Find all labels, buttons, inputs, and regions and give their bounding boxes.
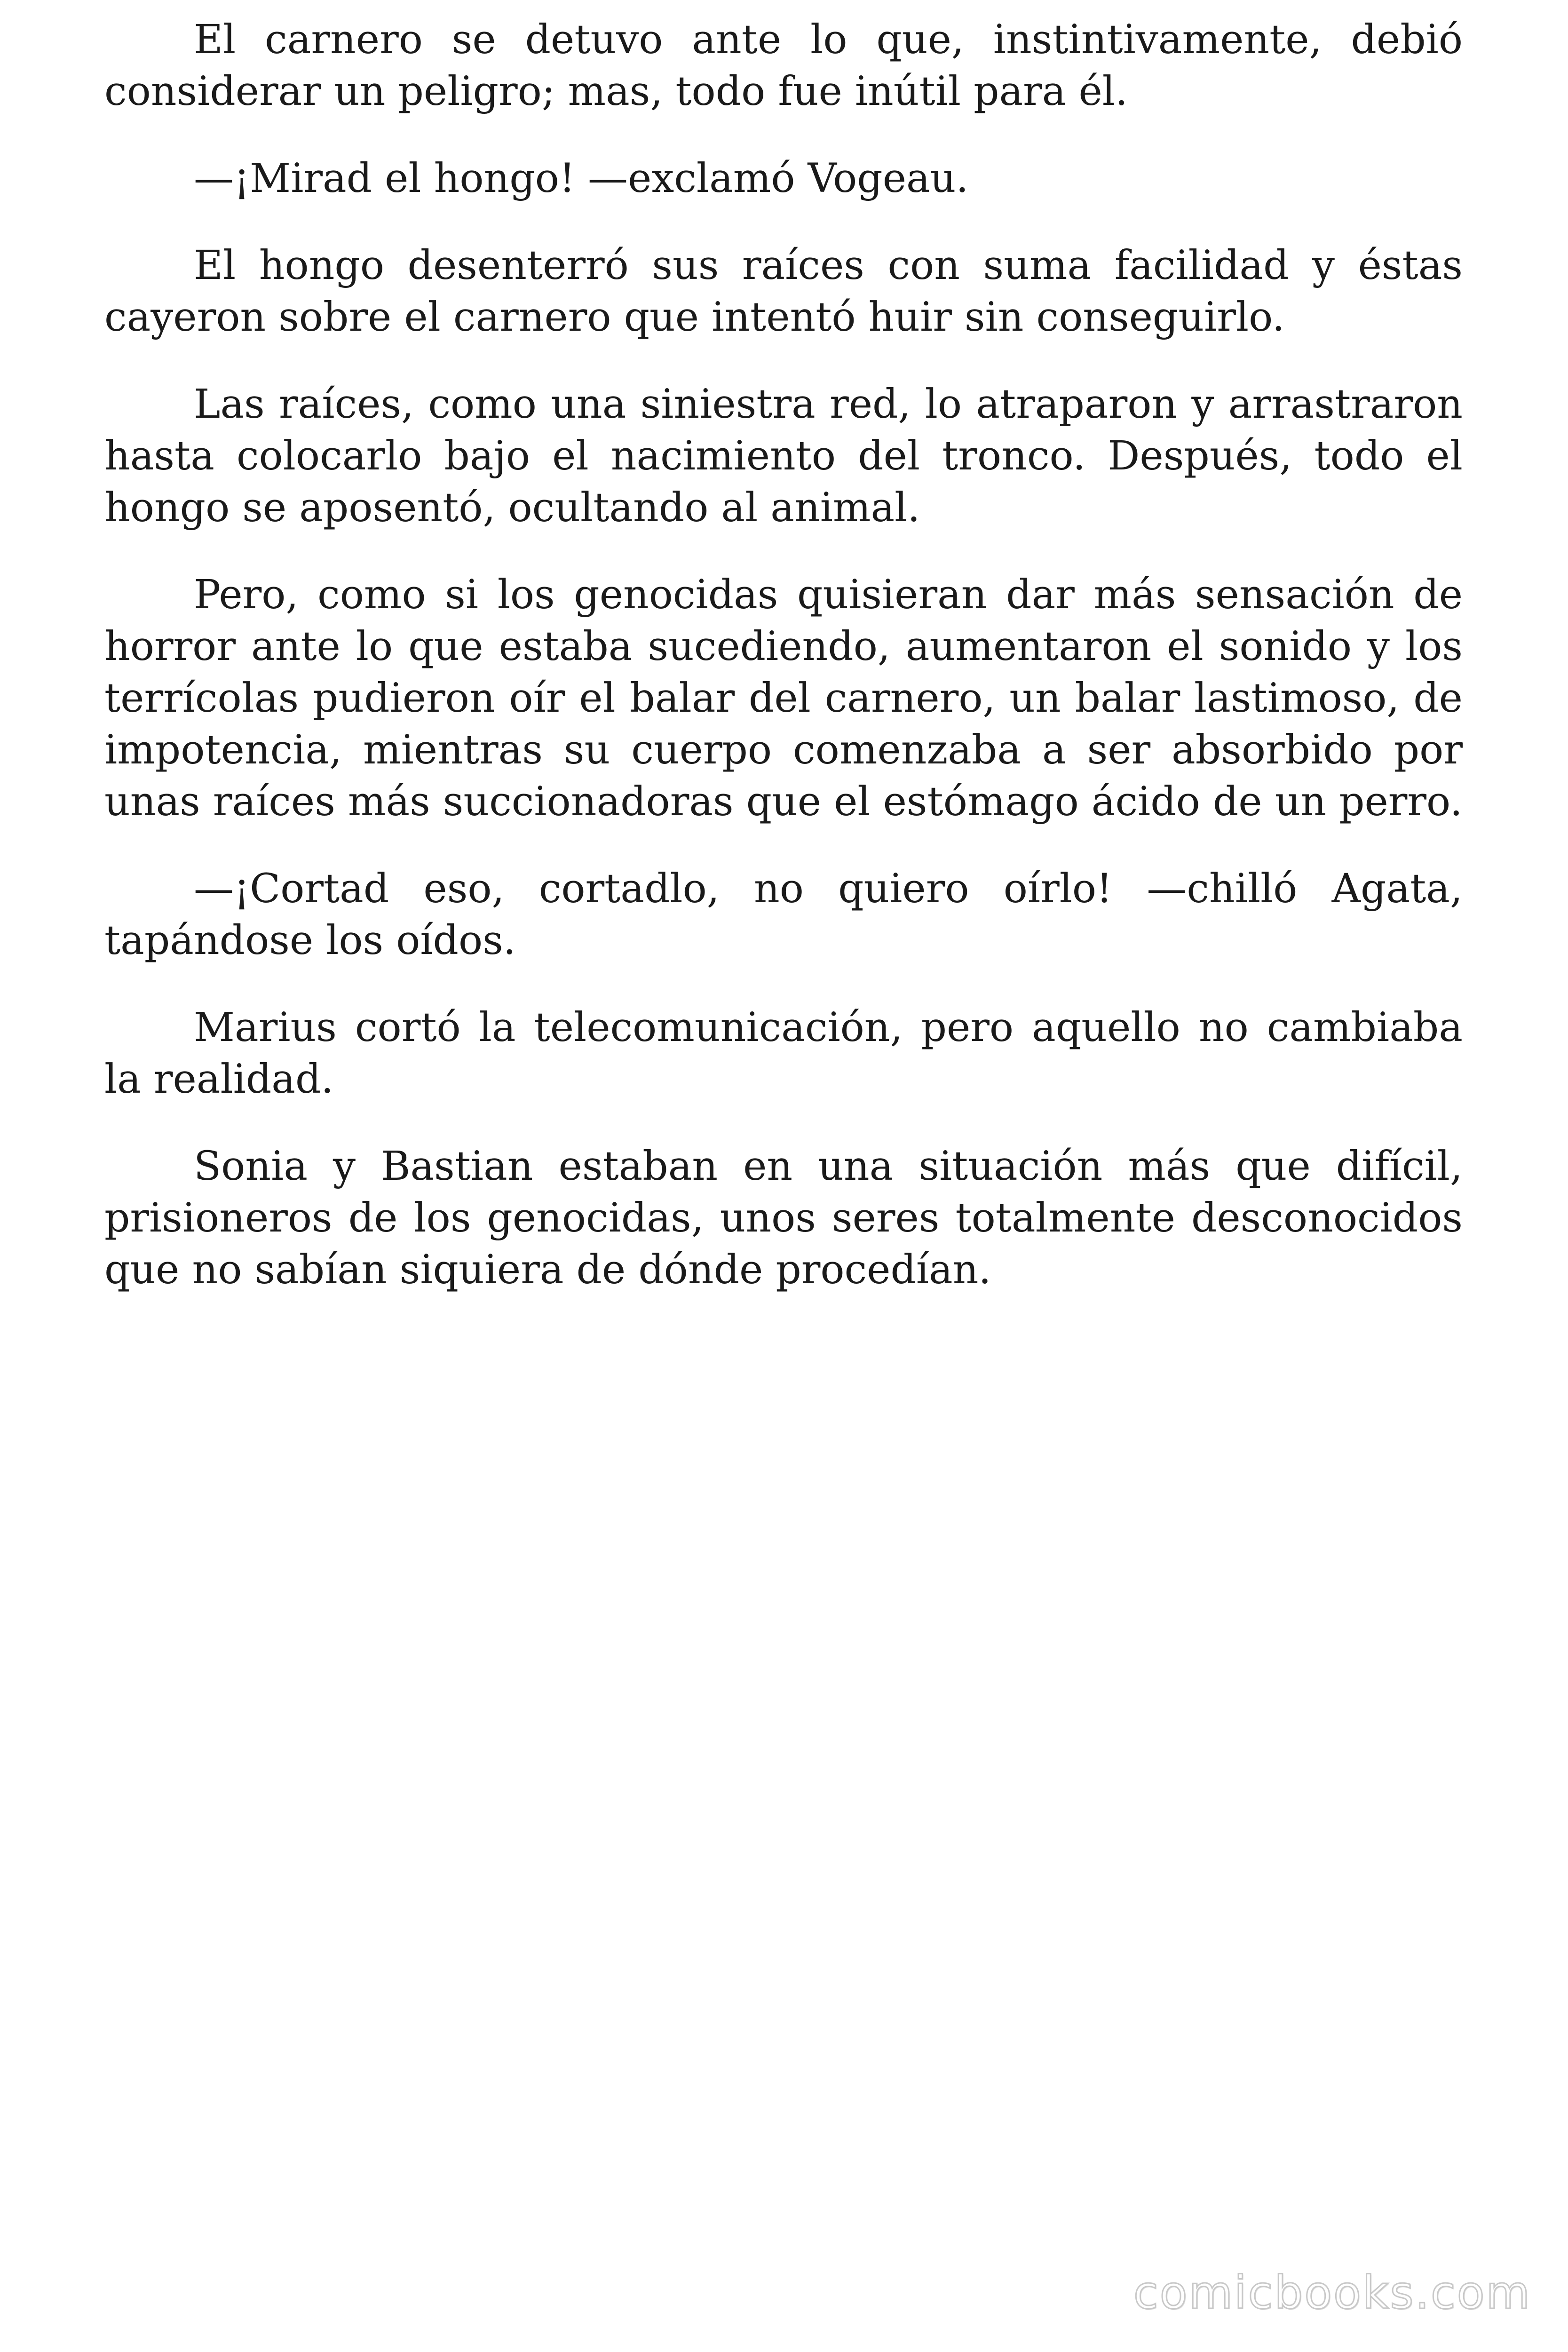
paragraph-3: El hongo desenterró sus raíces con suma facilidad y éstas cayeron sobre el carnero que intentó huir sin conseguirlo. xyxy=(104,242,1463,341)
paragraph-7: Marius cortó la telecomunicación, pero aquello no cambiaba la realidad. xyxy=(104,1004,1463,1103)
paragraph-1: El carnero se detuvo ante lo que, instintivamente, debió considerar un peligro; mas, todo fue inútil para él. xyxy=(104,16,1463,115)
watermark: comicbooks.com xyxy=(1133,2266,1531,2319)
paragraph-6-dialogue: —¡Cortad eso, cortadlo, no quiero oírlo! —chilló Agata, tapándose los oídos. xyxy=(104,866,1463,964)
paragraph-2-dialogue: —¡Mirad el hongo! —exclamó Vogeau. xyxy=(194,155,969,202)
page-body xyxy=(104,14,1463,1331)
paragraph-4: Las raíces, como una siniestra red, lo atraparon y arrastraron hasta colocarlo bajo el nacimiento del tronco. Después, todo el hongo se aposentó, ocultando al animal. xyxy=(104,381,1463,531)
paragraph-5: Pero, como si los genocidas quisieran dar más sensación de horror ante lo que estaba sucediendo, aumentaron el sonido y los terrícolas pudieron oír el balar del carnero, un balar lastimoso, de impotencia, mientras su cuerpo comenzaba a ser absorbido por unas raíces más succionadoras que el estómago ácido de un perro. xyxy=(104,572,1463,825)
paragraph-8: Sonia y Bastian estaban en una situación más que difícil, prisioneros de los genocidas, unos seres totalmente desconocidos que no sabían siquiera de dónde procedían. xyxy=(104,1143,1463,1293)
